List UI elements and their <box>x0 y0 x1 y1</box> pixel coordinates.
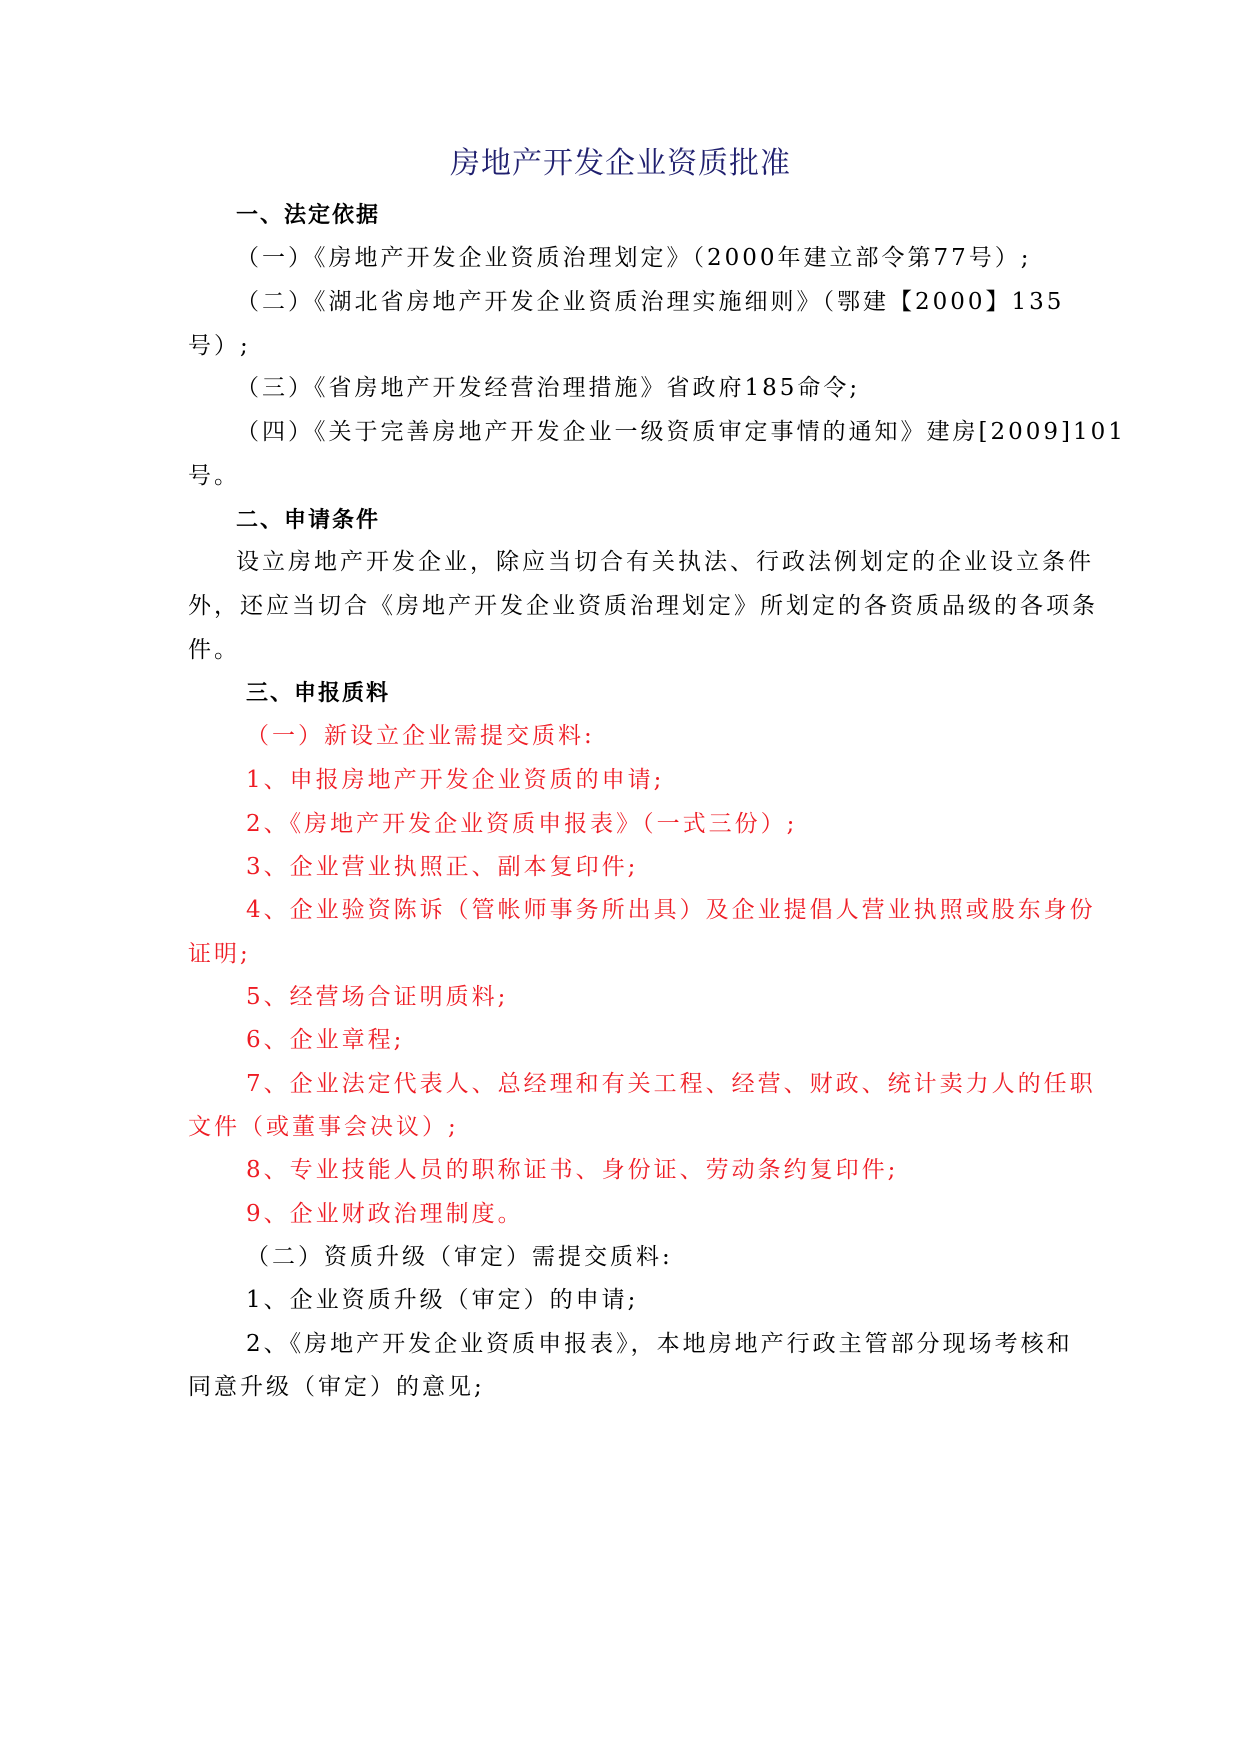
new-enterprise-item-2: 2、《房地产开发企业资质申报表》（一式三份）; <box>246 811 798 837</box>
new-enterprise-item-5: 5、经营场合证明质料; <box>246 984 509 1010</box>
legal-basis-item-2-line-2: 号）; <box>188 333 251 359</box>
legal-basis-item-4-line-2: 号。 <box>188 463 240 489</box>
new-enterprise-item-7-line-1: 7、企业法定代表人、总经理和有关工程、经营、财政、统计卖力人的任职 <box>246 1071 1096 1097</box>
section-heading-legal-basis: 一、法定依据 <box>236 203 381 228</box>
document-title: 房地产开发企业资质批准 <box>450 146 791 181</box>
legal-basis-item-1: （一）《房地产开发企业资质治理划定》（2000年建立部令第77号）; <box>236 245 1032 271</box>
conditions-line-2: 外，还应当切合《房地产开发企业资质治理划定》所划定的各资质品级的各项条 <box>188 593 1098 619</box>
upgrade-item-2-line-1: 2、《房地产开发企业资质申报表》，本地房地产行政主管部分现场考核和 <box>246 1331 1073 1357</box>
new-enterprise-item-6: 6、企业章程; <box>246 1027 405 1053</box>
new-enterprise-item-8: 8、专业技能人员的职称证书、身份证、劳动条约复印件; <box>246 1157 899 1183</box>
new-enterprise-item-3: 3、企业营业执照正、副本复印件; <box>246 854 639 880</box>
new-enterprise-heading: （一）新设立企业需提交质料: <box>246 723 595 749</box>
new-enterprise-item-7-line-2: 文件（或董事会决议）; <box>188 1114 459 1140</box>
legal-basis-item-4-line-1: （四）《关于完善房地产开发企业一级资质审定事情的通知》建房[2009]101 <box>236 419 1126 445</box>
upgrade-item-1: 1、企业资质升级（审定）的申请; <box>246 1287 639 1313</box>
section-heading-materials: 三、申报质料 <box>246 681 391 706</box>
legal-basis-item-3: （三）《省房地产开发经营治理措施》省政府185命令; <box>236 375 861 401</box>
new-enterprise-item-4-line-1: 4、企业验资陈诉（管帐师事务所出具）及企业提倡人营业执照或股东身份 <box>246 897 1096 923</box>
conditions-line-1: 设立房地产开发企业，除应当切合有关执法、行政法例划定的企业设立条件 <box>236 549 1094 575</box>
new-enterprise-item-4-line-2: 证明; <box>188 941 251 967</box>
section-heading-conditions: 二、申请条件 <box>236 508 381 533</box>
upgrade-item-2-line-2: 同意升级（审定）的意见; <box>188 1374 485 1400</box>
new-enterprise-item-1: 1、申报房地产开发企业资质的申请; <box>246 767 665 793</box>
conditions-line-3: 件。 <box>188 637 240 663</box>
new-enterprise-item-9: 9、企业财政治理制度。 <box>246 1201 524 1227</box>
legal-basis-item-2-line-1: （二）《湖北省房地产开发企业资质治理实施细则》（鄂建【2000】135 <box>236 289 1065 315</box>
upgrade-heading: （二）资质升级（审定）需提交质料: <box>246 1244 673 1270</box>
